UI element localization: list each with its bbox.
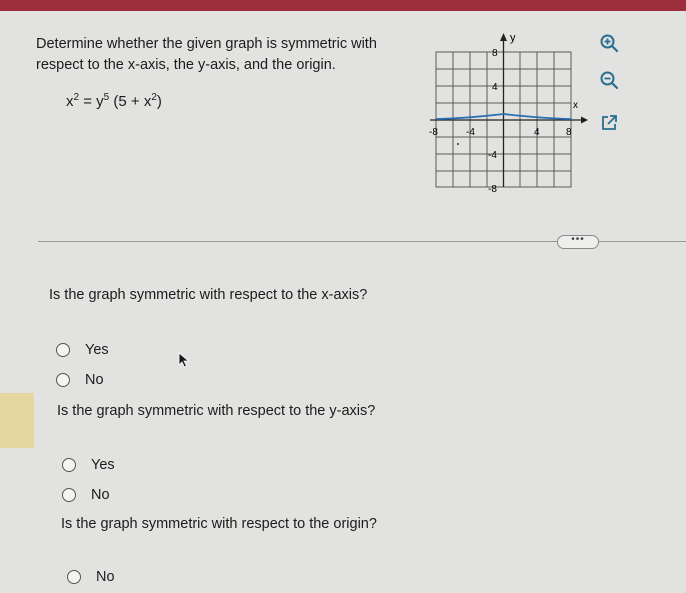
x-axis-label: x [573,100,578,111]
prompt-line-2: respect to the x-axis, the y-axis, and the origin. [36,57,336,73]
question-origin: Is the graph symmetric with respect to the origin? [61,516,377,532]
radio-button[interactable] [67,570,81,584]
eq-rhs-base: y [96,93,104,110]
eq-paren-close: ) [156,93,162,110]
eq-equals: = [83,93,92,110]
eq-lhs-exp: 2 [73,92,80,103]
tick-label-y-4: 4 [492,82,498,93]
eq-lhs-base: x [66,93,74,110]
option-label: No [85,372,104,388]
zoom-in-button[interactable] [596,30,622,56]
side-highlight [0,393,34,448]
tick-label-x-neg4: -4 [466,127,475,138]
question-x-axis: Is the graph symmetric with respect to the x-axis? [49,287,368,303]
zoom-out-button[interactable] [596,67,622,93]
prompt-line-1: Determine whether the given graph is symmetric with [36,36,377,52]
zoom-in-icon [599,33,619,53]
option-x-axis-yes[interactable] [56,342,109,358]
option-y-axis-no[interactable] [62,487,110,503]
option-label: No [91,487,110,503]
eq-paren-open: ( [113,93,119,110]
graph [424,30,594,195]
option-label: Yes [91,457,115,473]
eq-inner-exp: 2 [151,92,157,103]
popout-button[interactable] [596,110,622,136]
x-axis-arrow [581,117,588,124]
radio-button[interactable] [62,458,76,472]
tick-label-y-neg8: -8 [488,184,497,195]
option-label: Yes [85,342,109,358]
problem-prompt [36,34,416,76]
tick-label-x-neg8: -8 [429,127,438,138]
radio-button[interactable] [56,343,70,357]
option-x-axis-no[interactable] [56,372,104,388]
y-axis-arrow [500,33,507,41]
popout-icon [599,113,619,133]
eq-inner-base: 5 + x [118,93,152,110]
eq-rhs-exp: 5 [103,92,110,103]
tick-label-x-8: 8 [566,127,572,138]
option-y-axis-yes[interactable] [62,457,115,473]
question-y-axis: Is the graph symmetric with respect to the y-axis? [57,403,376,419]
zoom-out-icon [599,70,619,90]
radio-button[interactable] [56,373,70,387]
mouse-cursor-icon [178,352,190,368]
tick-label-y-neg4: -4 [488,150,497,161]
more-button[interactable]: ••• [557,235,599,249]
option-label: No [96,569,115,585]
tick-label-x-4: 4 [534,127,540,138]
y-axis-label: y [510,32,516,44]
radio-button[interactable] [62,488,76,502]
graph-point [457,143,459,145]
top-bar [0,0,686,11]
equation [66,92,162,110]
option-origin-no[interactable] [67,569,115,585]
tick-label-y-8: 8 [492,48,498,59]
